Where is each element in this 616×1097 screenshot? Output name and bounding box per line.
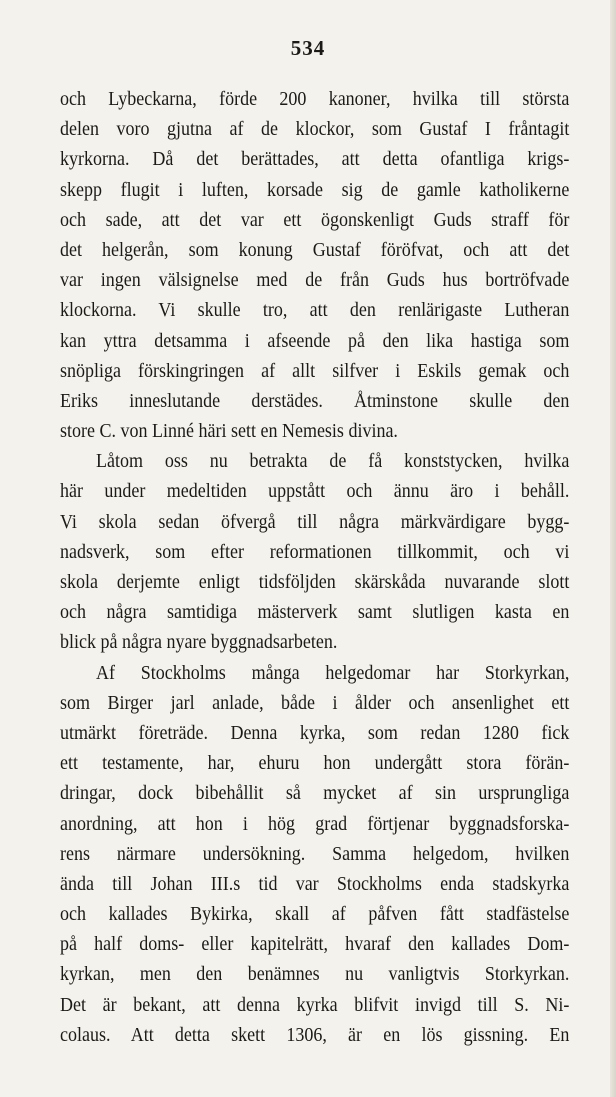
text-line: kan yttra detsamma i afseende på den lika hastiga som [60, 329, 570, 352]
text-line: här under medeltiden uppstått och ännu äro i behåll. [60, 480, 570, 503]
text-line: delen voro gjutna af de klockor, som Gustaf I fråntagit [60, 118, 570, 141]
text-line: skepp flugit i luften, korsade sig de gamle katholikerne [60, 178, 570, 201]
text-line: rens närmare undersökning. Samma helgedom, hvilken [60, 842, 570, 865]
text-line: klockorna. Vi skulle tro, att den renlärigaste Lutheran [60, 299, 570, 322]
text-line: nadsverk, som efter reformationen tillkommit, och vi [60, 540, 570, 563]
text-line: kyrkan, men den benämnes nu vanligtvis Storkyrkan. [60, 963, 570, 986]
page-edge [610, 0, 616, 1097]
text-line: anordning, att hon i hög grad förtjenar byggnadsforska- [60, 812, 570, 835]
text-line: var ingen välsignelse med de från Guds hus bortröfvade [60, 269, 570, 292]
text-line: som Birger jarl anlade, både i ålder och ansenlighet ett [60, 691, 570, 714]
text-line: colaus. Att detta skett 1306, är en lös gissning. En [60, 1023, 570, 1046]
text-line: ett testamente, har, ehuru hon undergått stora förän- [60, 752, 570, 775]
paragraph-end-line: blick på några nyare byggnadsarbeten. [60, 631, 338, 654]
text-line: ända till Johan III.s tid var Stockholms enda stadskyrka [60, 872, 570, 895]
paragraph-end-line: store C. von Linné häri sett en Nemesis divina. [60, 420, 398, 443]
text-line: dringar, dock bibehållit så mycket af sin ursprungliga [60, 782, 570, 805]
text-line: och sade, att det var ett ögonskenligt Guds straff för [60, 208, 570, 231]
text-line: skola derjemte enligt tidsföljden skärskåda nuvarande slott [60, 571, 570, 593]
text-line: och några samtidiga mästerverk samt slutligen kasta en [60, 601, 570, 624]
text-line: snöpliga förskingringen af allt silfver i Eskils gemak och [60, 359, 570, 382]
page-number: 534 [290, 36, 326, 60]
paragraph-start-line: Låtom oss nu betrakta de få konststycken, hvilka [96, 450, 570, 473]
text-line: på half doms- eller kapitelrätt, hvaraf den kallades Dom- [60, 933, 570, 956]
text-line: Det är bekant, att denna kyrka blifvit invigd till S. Ni- [60, 993, 570, 1016]
text-line: och Lybeckarna, förde 200 kanoner, hvilka till största [60, 88, 570, 110]
body-text [60, 84, 570, 1050]
text-line: det helgerån, som konung Gustaf föröfvat, och att det [60, 238, 570, 261]
text-line: utmärkt företräde. Denna kyrka, som redan 1280 fick [60, 721, 570, 744]
text-line: Vi skola sedan öfvergå till några märkvärdigare bygg- [60, 510, 570, 533]
paragraph-start-line: Af Stockholms många helgedomar har Storkyrkan, [96, 661, 570, 684]
text-line: Eriks inneslutande derstädes. Åtminstone skulle den [60, 389, 570, 412]
text-line: och kallades Bykirka, skall af påfven fått stadfästelse [60, 903, 570, 926]
text-line: kyrkorna. Då det berättades, att detta ofantliga krigs- [60, 148, 570, 171]
